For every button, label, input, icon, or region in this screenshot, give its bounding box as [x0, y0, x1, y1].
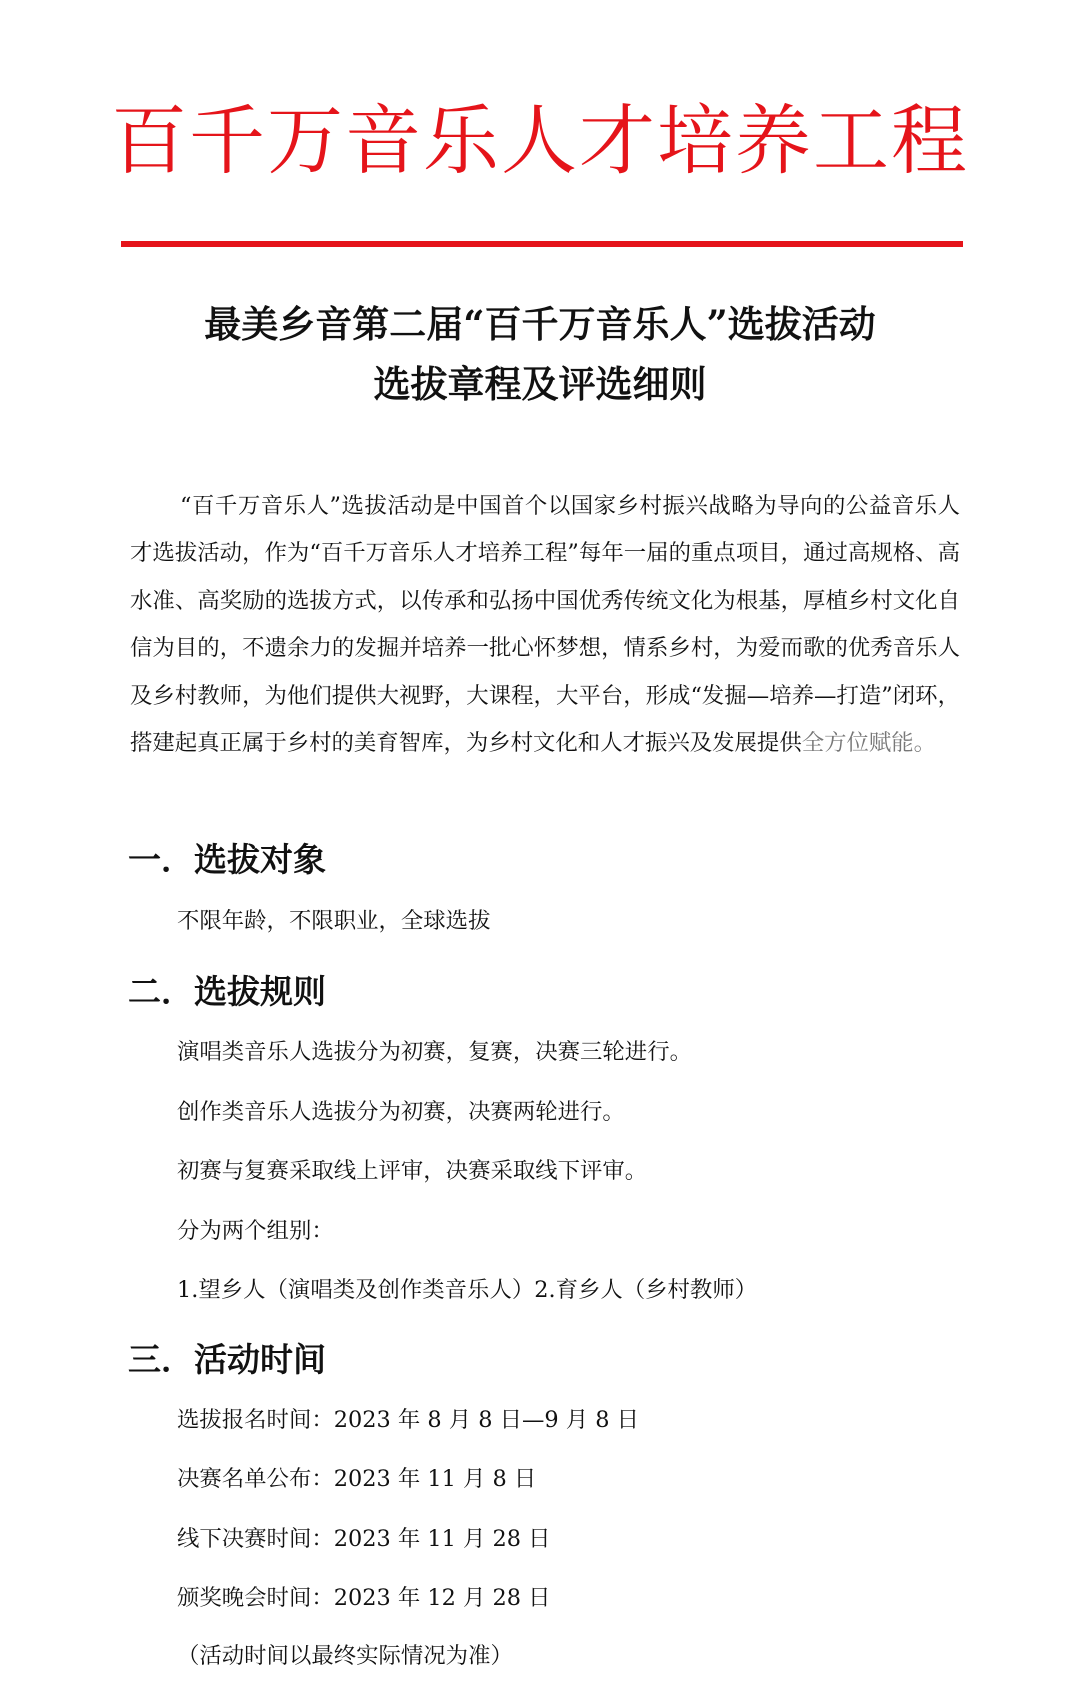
rules-paragraph: 演唱类音乐人选拔分为初赛，复赛，决赛三轮进行。	[177, 1039, 692, 1065]
masthead-title: 百千万音乐人才培养工程	[111, 96, 969, 185]
schedule-note: （活动时间以最终实际情况为准）	[177, 1643, 513, 1669]
rules-paragraph: 初赛与复赛采取线上评审，决赛采取线下评审。	[177, 1158, 648, 1184]
document-title-line-2: 选拔章程及评选细则	[373, 362, 707, 406]
schedule-item: 选拔报名时间：2023 年 8 月 8 日—9 月 8 日	[177, 1407, 639, 1433]
masthead-divider	[121, 241, 963, 247]
intro-text: “百千万音乐人”选拔活动是中国首个以国家乡村振兴战略为导向的公益音乐人才选拔活动，作为“百千万音乐人才培养工程”每年一届的重点项目，通过高规格、高水准、高奖励的选拔方式，以传承和弘扬中国优秀传统文化为根基，厚植乡村文化自信为目的，不遗余力的发掘并培养一批心怀梦想，情系乡村，为爱而歌的优秀音乐人及乡村教师，为他们提供大视野，大课程，大平台，形成“发掘—培养—打造”闭环，搭建起真正属于乡村的美育智库，为乡村文化和人才振兴及发展提供	[130, 493, 960, 757]
section-heading-eligibility: 一．选拔对象	[128, 840, 326, 879]
schedule-item: 决赛名单公布：2023 年 11 月 8 日	[177, 1466, 537, 1492]
schedule-item: 线下决赛时间：2023 年 11 月 28 日	[177, 1526, 551, 1552]
schedule-item: 颁奖晚会时间：2023 年 12 月 28 日	[177, 1585, 551, 1611]
rules-groups: 1.望乡人（演唱类及创作类音乐人）2.育乡人（乡村教师）	[177, 1277, 758, 1303]
intro-tail: 全方位赋能。	[801, 730, 937, 757]
document-title-line-1: 最美乡音第二届“百千万音乐人”选拔活动	[204, 302, 876, 346]
rules-paragraph: 分为两个组别：	[177, 1218, 334, 1244]
intro-paragraph	[130, 483, 960, 767]
rules-paragraph: 创作类音乐人选拔分为初赛，决赛两轮进行。	[177, 1099, 625, 1125]
section-heading-rules: 二．选拔规则	[128, 972, 326, 1011]
eligibility-text: 不限年龄，不限职业，全球选拔	[177, 908, 491, 934]
section-heading-schedule: 三．活动时间	[128, 1340, 326, 1379]
